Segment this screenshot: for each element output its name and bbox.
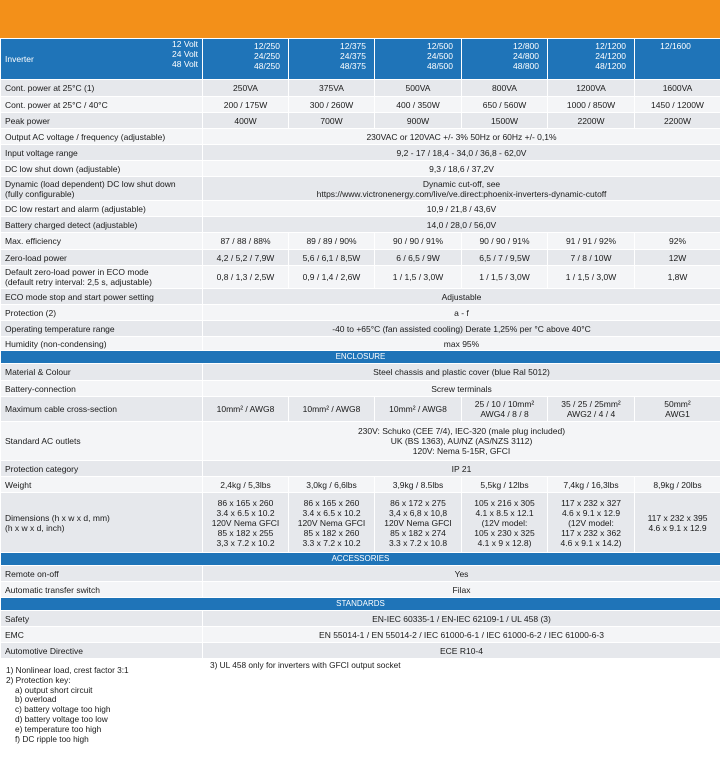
model-column-header	[375, 39, 462, 80]
battery_charged-value: 14,0 / 28,0 / 56,0V	[203, 217, 720, 233]
input_range-value: 9,2 - 17 / 18,4 - 34,0 / 36,8 - 62,0V	[203, 145, 720, 161]
line: AWG2 / 4 / 4	[566, 409, 616, 419]
footnote-ul458: 3) UL 458 only for inverters with GFCI output socket	[210, 660, 401, 670]
cont_power_40-label: Cont. power at 25°C / 40°C	[1, 97, 203, 113]
automotive-value: ECE R10-4	[203, 643, 720, 659]
line: (h x w x d, inch)	[5, 522, 65, 533]
line: 12/800	[513, 41, 539, 51]
material-value: Steel chassis and plastic cover (blue Ral 5012)	[203, 364, 720, 381]
cont_power_25-value: 1600VA	[635, 80, 720, 97]
eco_stop-row	[1, 289, 720, 305]
zero_load-value: 4,2 / 5,2 / 7,9W	[203, 250, 289, 266]
accessories-section-title: ACCESSORIES	[1, 553, 720, 566]
footnotes-left	[6, 666, 206, 744]
protection_cat-label: Protection category	[1, 461, 203, 477]
line: Dimensions (h x w x d, mm)	[5, 512, 110, 523]
dimensions-value	[548, 493, 635, 553]
footnote-line: 1) Nonlinear load, crest factor 3:1	[6, 665, 129, 675]
battery_conn-value: Screw terminals	[203, 381, 720, 397]
line: 12/1600	[660, 41, 691, 51]
protection_cat-row	[1, 461, 720, 477]
cable-label: Maximum cable cross-section	[1, 397, 203, 422]
automotive-label: Automotive Directive	[1, 643, 203, 659]
humidity-value: max 95%	[203, 337, 720, 351]
line: (default retry interval: 2,5 s, adjustable)	[5, 277, 152, 287]
cont_power_40-value: 650 / 560W	[462, 97, 548, 113]
cont_power_40-value: 1450 / 1200W	[635, 97, 720, 113]
temp_range-value: -40 to +65°C (fan assisted cooling) Derate 1,25% per °C above 40°C	[203, 321, 720, 337]
line: 10mm² / AWG8	[389, 404, 447, 414]
line: 48 Volt	[172, 59, 198, 69]
cont_power_25-value: 500VA	[375, 80, 462, 97]
output_ac-value: 230VAC or 120VAC +/- 3% 50Hz or 60Hz +/- 0,1%	[203, 129, 720, 145]
line: 24/500	[427, 51, 453, 61]
peak_power-value: 2200W	[548, 113, 635, 129]
dc_low_restart-row	[1, 201, 720, 217]
protection-value: a - f	[203, 305, 720, 321]
ac_outlets-value	[203, 422, 720, 461]
footnote-line: c) battery voltage too high	[15, 704, 111, 715]
protection_cat-value: IP 21	[203, 461, 720, 477]
max_efficiency-value: 89 / 89 / 90%	[289, 233, 375, 250]
line: Dynamic (load dependent) DC low shut down	[5, 178, 176, 189]
line: 24/250	[254, 51, 280, 61]
output_ac-label: Output AC voltage / frequency (adjustable)	[1, 129, 203, 145]
weight-value: 5,5kg / 12lbs	[462, 477, 548, 493]
cont_power_40-value: 400 / 350W	[375, 97, 462, 113]
zero_load-value: 12W	[635, 250, 720, 266]
temp_range-label: Operating temperature range	[1, 321, 203, 337]
line: 4.1 x 9 x 12.8)	[477, 537, 532, 548]
line: 12 Volt	[172, 39, 198, 49]
footnote-line: 2) Protection key:	[6, 674, 71, 685]
transfer-label: Automatic transfer switch	[1, 582, 203, 598]
line: 86 x 165 x 260	[303, 497, 360, 508]
zero_load-label: Zero-load power	[1, 250, 203, 266]
dynamic_shutdown-label	[1, 177, 203, 201]
zero_load-value: 6 / 6,5 / 9W	[375, 250, 462, 266]
line: 86 x 165 x 260	[217, 497, 274, 508]
zero_load-value: 6,5 / 7 / 9,5W	[462, 250, 548, 266]
peak_power-value: 900W	[375, 113, 462, 129]
battery_charged-label: Battery charged detect (adjustable)	[1, 217, 203, 233]
line: 85 x 182 x 274	[390, 527, 446, 538]
line: 4.1 x 8.5 x 12.1	[475, 507, 534, 518]
standards-section-header	[1, 598, 720, 611]
safety-value: EN-IEC 60335-1 / EN-IEC 62109-1 / UL 458 (3)	[203, 611, 720, 627]
line: 3,4 x 6,8 x 10,8	[388, 507, 448, 518]
cable-value	[289, 397, 375, 422]
model-column-header	[635, 39, 720, 80]
cable-value	[375, 397, 462, 422]
voltage-labels	[172, 39, 198, 69]
cont_power_40-value: 300 / 260W	[289, 97, 375, 113]
line: 48/1200	[595, 61, 626, 71]
line: 105 x 216 x 305	[474, 497, 535, 508]
output_ac-row	[1, 129, 720, 145]
line: Dynamic cut-off, see	[422, 178, 501, 189]
line: 3.3 x 7.2 x 10.2	[302, 537, 361, 548]
dynamic_shutdown-row	[1, 177, 720, 201]
cont_power_25-value: 250VA	[203, 80, 289, 97]
line: AWG1	[665, 409, 690, 419]
remote-row	[1, 566, 720, 582]
max_efficiency-value: 90 / 90 / 91%	[462, 233, 548, 250]
line: 120V: Nema 5-15R, GFCI	[412, 446, 511, 456]
cable-row	[1, 397, 720, 422]
inverter-header-cell	[1, 39, 203, 80]
peak_power-row	[1, 113, 720, 129]
line: 85 x 182 x 255	[217, 527, 274, 538]
line: 230V: Schuko (CEE 7/4), IEC-320 (male plug included)	[357, 426, 566, 436]
safety-row	[1, 611, 720, 627]
cont_power_25-label: Cont. power at 25°C (1)	[1, 80, 203, 97]
cable-value	[203, 397, 289, 422]
footnote-line: a) output short circuit	[15, 684, 93, 695]
line: 12/1200	[595, 41, 626, 51]
zero_load-row	[1, 250, 720, 266]
peak_power-value: 700W	[289, 113, 375, 129]
material-label: Material & Colour	[1, 364, 203, 381]
max_efficiency-value: 91 / 91 / 92%	[548, 233, 635, 250]
model-column-header	[203, 39, 289, 80]
peak_power-label: Peak power	[1, 113, 203, 129]
battery_conn-label: Battery-connection	[1, 381, 203, 397]
footnote-line: e) temperature too high	[15, 723, 102, 734]
dc_low_shutdown-row	[1, 161, 720, 177]
dynamic_shutdown-value	[203, 177, 720, 201]
line: 117 x 232 x 362	[561, 527, 621, 538]
cont_power_25-value: 375VA	[289, 80, 375, 97]
protection-row	[1, 305, 720, 321]
weight-value: 3,9kg / 8.5lbs	[375, 477, 462, 493]
footnote-line: d) battery voltage too low	[15, 713, 108, 724]
dimensions-value	[462, 493, 548, 553]
zero_load-value: 5,6 / 6,1 / 8,5W	[289, 250, 375, 266]
peak_power-value: 400W	[203, 113, 289, 129]
eco_stop-label: ECO mode stop and start power setting	[1, 289, 203, 305]
weight-label: Weight	[1, 477, 203, 493]
standards-section-title: STANDARDS	[1, 598, 720, 611]
cont_power_40-row	[1, 97, 720, 113]
ac_outlets-label: Standard AC outlets	[1, 422, 203, 461]
temp_range-row	[1, 321, 720, 337]
weight-row	[1, 477, 720, 493]
footnote-line: b) overload	[15, 694, 57, 705]
humidity-row	[1, 337, 720, 351]
line: 120V Nema GFCI	[297, 517, 366, 528]
cont_power_25-row	[1, 80, 720, 97]
max_efficiency-value: 87 / 88 / 88%	[203, 233, 289, 250]
accessories-section-header	[1, 553, 720, 566]
spec-table	[0, 38, 720, 659]
dimensions-value	[375, 493, 462, 553]
peak_power-value: 1500W	[462, 113, 548, 129]
line: 35 / 25 / 25mm²	[561, 399, 621, 409]
model-column-header	[462, 39, 548, 80]
weight-value: 3,0kg / 6,6lbs	[289, 477, 375, 493]
dc_low_shutdown-value: 9,3 / 18,6 / 37,2V	[203, 161, 720, 177]
line: 117 x 232 x 327	[561, 497, 621, 508]
dimensions-value	[203, 493, 289, 553]
line: 3.4 x 6.5 x 10.2	[216, 507, 275, 518]
model-column-header	[289, 39, 375, 80]
line: 48/500	[427, 61, 453, 71]
line: 117 x 232 x 395	[647, 512, 708, 523]
cable-value	[462, 397, 548, 422]
enclosure-section-header	[1, 351, 720, 364]
remote-value: Yes	[203, 566, 720, 582]
line: https://www.victronenergy.com/live/ve.direct:phoenix-inverters-dynamic-cutoff	[316, 188, 607, 199]
line: 24 Volt	[172, 49, 198, 59]
protection-label: Protection (2)	[1, 305, 203, 321]
line: 12/250	[254, 41, 280, 51]
header-banner	[0, 0, 720, 38]
battery_conn-row	[1, 381, 720, 397]
weight-value: 8,9kg / 20lbs	[635, 477, 720, 493]
line: (12V model:	[568, 517, 614, 528]
line: 12/375	[340, 41, 366, 51]
weight-value: 2,4kg / 5,3lbs	[203, 477, 289, 493]
line: 3.3 x 7.2 x 10.8	[388, 537, 448, 548]
line: 105 x 230 x 325	[474, 527, 535, 538]
max_efficiency-value: 92%	[635, 233, 720, 250]
line: 3,3 x 7.2 x 10.2	[216, 537, 275, 548]
cable-value	[548, 397, 635, 422]
safety-label: Safety	[1, 611, 203, 627]
line: 48/250	[254, 61, 280, 71]
eco_stop-value: Adjustable	[203, 289, 720, 305]
eco_zero_load-value: 1 / 1,5 / 3,0W	[548, 266, 635, 289]
emc-label: EMC	[1, 627, 203, 643]
material-row	[1, 364, 720, 381]
zero_load-value: 7 / 8 / 10W	[548, 250, 635, 266]
line: UK (BS 1363), AU/NZ (AS/NZS 3112)	[390, 436, 533, 446]
transfer-value: Filax	[203, 582, 720, 598]
max_efficiency-label: Max. efficiency	[1, 233, 203, 250]
input_range-label: Input voltage range	[1, 145, 203, 161]
line: 48/375	[340, 61, 366, 71]
automotive-row	[1, 643, 720, 659]
line: 4.6 x 9.1 x 12.9	[561, 507, 621, 518]
inverter-label: Inverter	[5, 54, 34, 64]
dc_low_restart-value: 10,9 / 21,8 / 43,6V	[203, 201, 720, 217]
line: 3.4 x 6.5 x 10.2	[302, 507, 361, 518]
line: 48/800	[513, 61, 539, 71]
humidity-label: Humidity (non-condensing)	[1, 337, 203, 351]
cable-value	[635, 397, 720, 422]
line: 50mm²	[664, 399, 691, 409]
ac_outlets-row	[1, 422, 720, 461]
max_efficiency-row	[1, 233, 720, 250]
line: 4.6 x 9.1 x 14.2)	[560, 537, 622, 548]
line: Default zero-load power in ECO mode	[5, 267, 149, 277]
eco_zero_load-value: 1 / 1,5 / 3,0W	[375, 266, 462, 289]
eco_zero_load-value: 1 / 1,5 / 3,0W	[462, 266, 548, 289]
dc_low_shutdown-label: DC low shut down (adjustable)	[1, 161, 203, 177]
peak_power-value: 2200W	[635, 113, 720, 129]
transfer-row	[1, 582, 720, 598]
line: 120V Nema GFCI	[384, 517, 452, 528]
line: 24/1200	[595, 51, 626, 61]
eco_zero_load-row	[1, 266, 720, 289]
line: 86 x 172 x 275	[390, 497, 446, 508]
eco_zero_load-value: 1,8W	[635, 266, 720, 289]
cont_power_40-value: 200 / 175W	[203, 97, 289, 113]
line: 10mm² / AWG8	[302, 404, 361, 414]
cont_power_25-value: 1200VA	[548, 80, 635, 97]
battery_charged-row	[1, 217, 720, 233]
weight-value: 7,4kg / 16,3lbs	[548, 477, 635, 493]
dimensions-label	[1, 493, 203, 553]
line: AWG4 / 8 / 8	[480, 409, 529, 419]
footnote-line: f) DC ripple too high	[15, 733, 89, 744]
dc_low_restart-label: DC low restart and alarm (adjustable)	[1, 201, 203, 217]
emc-row	[1, 627, 720, 643]
eco_zero_load-value: 0,9 / 1,4 / 2,6W	[289, 266, 375, 289]
eco_zero_load-value: 0,8 / 1,3 / 2,5W	[203, 266, 289, 289]
enclosure-section-title: ENCLOSURE	[1, 351, 720, 364]
line: 4.6 x 9.1 x 12.9	[648, 522, 707, 533]
line: (fully configurable)	[5, 188, 75, 199]
line: 24/800	[513, 51, 539, 61]
line: 10mm² / AWG8	[216, 404, 275, 414]
line: 85 x 182 x 260	[303, 527, 360, 538]
dimensions-row	[1, 493, 720, 553]
cont_power_40-value: 1000 / 850W	[548, 97, 635, 113]
dimensions-value	[635, 493, 720, 553]
cont_power_25-value: 800VA	[462, 80, 548, 97]
eco_zero_load-label	[1, 266, 203, 289]
line: 25 / 10 / 10mm²	[474, 399, 535, 409]
remote-label: Remote on-off	[1, 566, 203, 582]
model-header-row	[1, 39, 720, 80]
line: 12/500	[427, 41, 453, 51]
emc-value: EN 55014-1 / EN 55014-2 / IEC 61000-6-1 / IEC 61000-6-2 / IEC 61000-6-3	[203, 627, 720, 643]
model-column-header	[548, 39, 635, 80]
max_efficiency-value: 90 / 90 / 91%	[375, 233, 462, 250]
dimensions-value	[289, 493, 375, 553]
line: 24/375	[340, 51, 366, 61]
line: 120V Nema GFCI	[211, 517, 280, 528]
line: (12V model:	[481, 517, 528, 528]
input_range-row	[1, 145, 720, 161]
